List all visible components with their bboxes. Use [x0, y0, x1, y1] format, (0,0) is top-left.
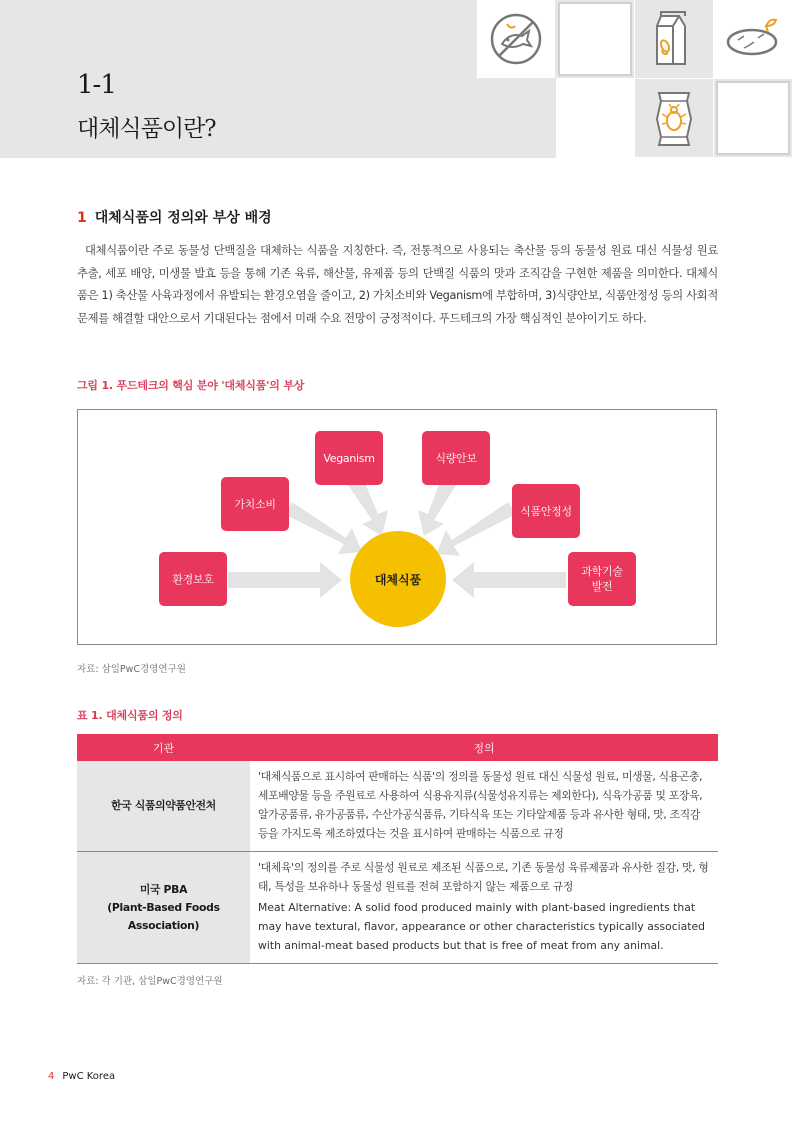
- section-heading-number: 1: [77, 210, 87, 226]
- figure-source: 자료: 삼일PwC경영연구원: [77, 664, 186, 675]
- arrow-env: [228, 562, 342, 598]
- row-definition: [250, 761, 718, 852]
- header-definition: 정의: [250, 734, 718, 761]
- table-source: 자료: 각 기관, 삼일PwC경영연구원: [77, 976, 223, 987]
- empty-tile: [714, 79, 794, 157]
- insect-snack-icon: [635, 79, 713, 157]
- table-header-row: [77, 734, 718, 761]
- node-veganism: Veganism: [315, 431, 383, 485]
- patty-icon: [714, 0, 794, 78]
- table-row: [77, 852, 718, 964]
- definition-text: '대체육'의 정의를 주로 식물성 원료로 제조된 식품으로, 기존 동물성 육류제품과 유사한 질감, 맛, 형태, 특성을 보유하나 동물성 원료를 전혀 포함하지 않는 제품으로 규정: [258, 861, 709, 893]
- footer-brand: PwC Korea: [62, 1071, 116, 1082]
- page-number: 4: [48, 1071, 55, 1082]
- arrow-food-safety: [436, 502, 516, 556]
- arrow-vegan: [346, 476, 388, 536]
- node-food-safety: 식품안정성: [512, 484, 580, 538]
- section-heading-text: 대체식품의 정의와 부상 배경: [94, 210, 272, 226]
- center-node-alt-food: 대체식품: [350, 531, 446, 627]
- header-org: 기관: [77, 734, 250, 761]
- fish-icon: [477, 0, 555, 78]
- node-environment: 환경보호: [159, 552, 227, 606]
- milk-carton-icon: [635, 0, 713, 78]
- arrow-value: [284, 502, 362, 554]
- figure-diagram: [77, 409, 717, 645]
- node-food-security: 식량안보: [422, 431, 490, 485]
- node-science-tech: 과학기술 발전: [568, 552, 636, 606]
- body-paragraph: 대체식품이란 주로 동물성 단백질을 대체하는 식품을 지칭한다. 즉, 전통적으로 사용되는 축산물 등의 동물성 원료 대신 식물성 원료 추출, 세포 배양, 미생물 발효 등을 통해 기존 육류, 해산물, 유제품 등의 단백질 식품의 맛과 조직감을 구현한 제품을 의미한다. 대체식품은 1) 축산물 사육과정에서 유발되는 환경오염을 줄이고, 2) 가치소비와 Veganism에 부합하며, 3)식량안보, 식품안정성 등의 사회적 문제를 해결할 대안으로서 기대된다는 점에서 미래 수요 전망이 긍정적이다. 푸드테크의 가장 핵심적인 분야이기도 하다.: [77, 244, 718, 325]
- page-footer: [48, 1071, 115, 1082]
- section-number: 1-1: [77, 70, 116, 100]
- section-title: 대체식품이란?: [77, 116, 216, 142]
- node-value-consumption: 가치소비: [221, 477, 289, 531]
- row-definition: [250, 852, 718, 964]
- section-heading: [77, 207, 272, 227]
- definition-text: '대체식품으로 표시하여 판매하는 식품'의 정의를 동물성 원료 대신 식물성 원료, 미생물, 식용곤충, 세포배양물 등을 주원료로 사용하여 식용유지류(식물성유지류는 제외한다), 식육가공품 및 포장육, 알가공품류, 유가공품류, 수산가공식품류, 기타식육 또는 기타알제품 등과 유사한 형태, 맛, 조직감 등을 가지도록 제조하였다는 것을 표시하여 판매하는 식품으로 규정: [258, 770, 703, 840]
- table-row: [77, 761, 718, 852]
- arrow-food-security: [418, 476, 458, 536]
- arrow-science: [452, 562, 566, 598]
- row-org: 한국 식품의약품안전처: [77, 761, 250, 852]
- figure-caption: 그림 1. 푸드테크의 핵심 분야 '대체식품'의 부상: [77, 379, 305, 392]
- row-org: 미국 PBA (Plant-Based Foods Association): [77, 852, 250, 964]
- empty-tile: [556, 0, 634, 78]
- definition-table: [77, 734, 718, 964]
- definition-text-english: Meat Alternative: A solid food produced mainly with plant-based ingredients that may have textural, flavor, appearance or other characteristics typically associated with animal-meat based products but that is free of meat from any animal.: [258, 901, 705, 952]
- table-caption: 표 1. 대체식품의 정의: [77, 709, 183, 722]
